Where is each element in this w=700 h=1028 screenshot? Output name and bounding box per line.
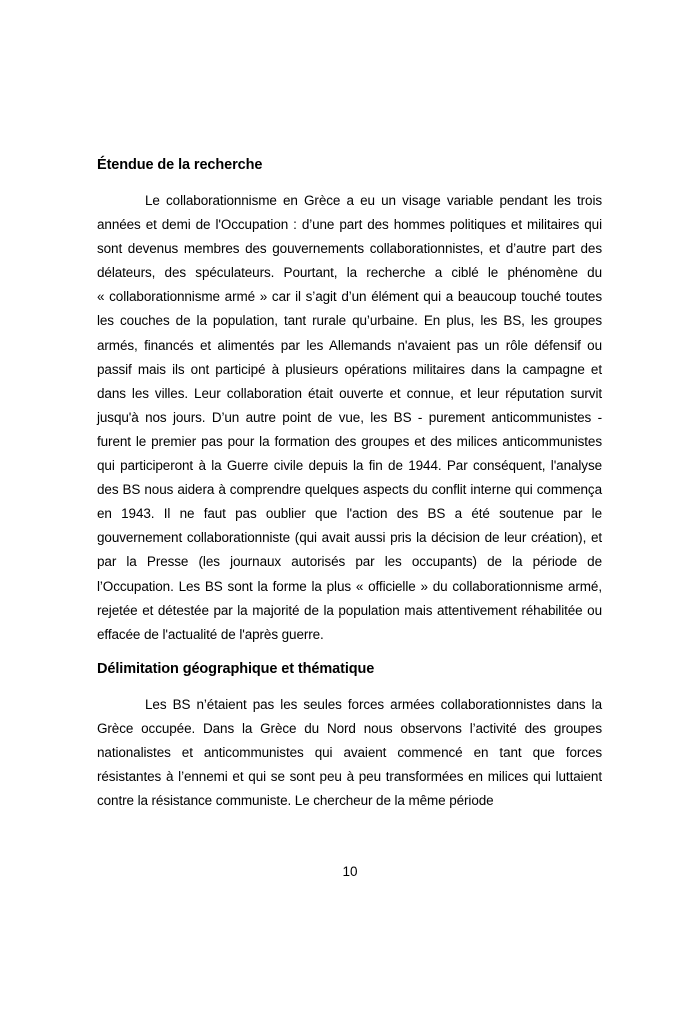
section-heading-research-scope: Étendue de la recherche	[97, 157, 263, 173]
body-paragraph-geographic-delimitation: Les BS n’étaient pas les seules forces armées collaborationnistes dans la Grèce occupée. Dans la Grèce du Nord nous observons l’activité des groupes nationalistes et anticommunistes qui avaient commencé en tant que forces résistantes à l’ennemi et qui se sont peu à peu transformées en milices qui luttaient contre la résistance communiste. Le chercheur de la même période	[97, 696, 602, 809]
body-paragraph-research-scope: Le collaborationnisme en Grèce a eu un visage variable pendant les trois années et demi de l'Occupation : d’une part des hommes politiques et militaires qui sont devenus membres des gouvernements collaborationnistes, et d’autre part des délateurs, des spéculateurs. Pourtant, la recherche a ciblé le phénomène du « collaborationnisme armé » car il s’agit d’un élément qui a beaucoup touché toutes les couches de la population, tant rurale qu’urbaine. En plus, les BS, les groupes armés, financés et alimentés par les Allemands n'avaient pas un rôle défensif ou passif mais ils ont participé à plusieurs opérations militaires dans la campagne et dans les villes. Leur collaboration était ouverte et connue, et leur réputation survit jusqu'à nos jours. D’un autre point de vue, les BS - purement anticommunistes - furent le premier pas pour la formation des groupes et des milices anticommunistes qui participeront à la Guerre civile depuis la fin de 1944. Par conséquent, l'analyse des BS nous aidera à comprendre quelques aspects du conflit interne qui commença en 1943. Il ne faut pas oublier que l'action des BS a été soutenue par le gouvernement collaborationniste (qui avait aussi pris la décision de leur création), et par la Presse (les journaux autorisés par les occupants) de la période de l’Occupation. Les BS sont la forme la plus « officielle » du collaborationnisme armé, rejetée et détestée par la majorité de la population mais attentivement réhabilitée ou effacée de l'actualité de l'après guerre.	[97, 193, 602, 642]
section-heading-geographic-delimitation: Délimitation géographique et thématique	[97, 660, 375, 677]
page-number: 10	[342, 864, 358, 879]
document-content	[97, 155, 602, 822]
